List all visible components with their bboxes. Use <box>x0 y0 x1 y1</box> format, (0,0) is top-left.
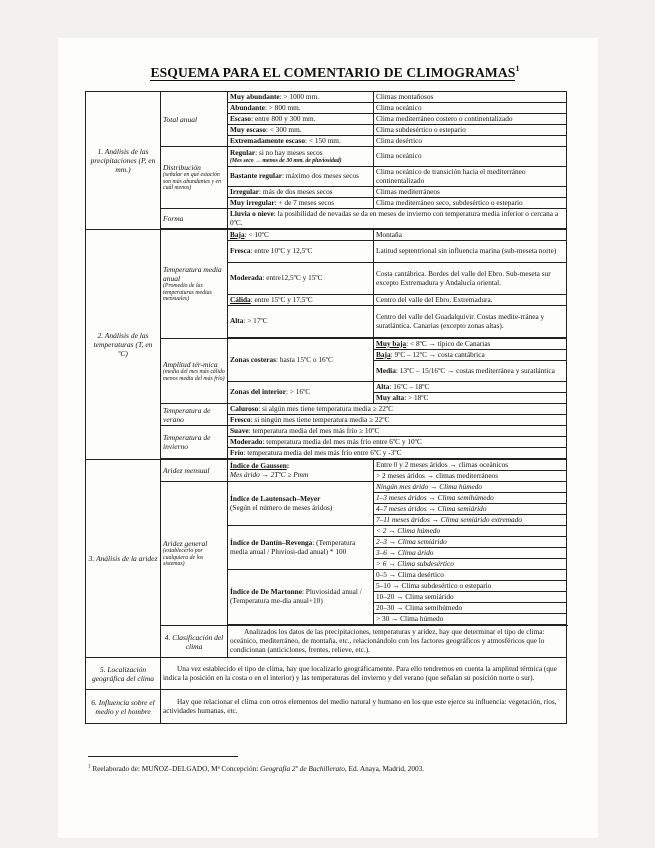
total-row: Escaso: entre 800 y 300 mm. <box>228 114 374 125</box>
inland-zones: Zonas del interior: > 16ºC <box>228 382 374 404</box>
verano-row: Fresco: si ningún mes tiene temperatura media ≥ 22ºC <box>228 415 567 426</box>
invierno-row: Suave: temperatura media del mes más frío ≥ 10ºC <box>228 426 567 437</box>
total-row-climate: Clima subdesértico o estepario <box>374 125 567 136</box>
total-row-climate: Clima mediterráneo costero o continentalizado <box>374 114 567 125</box>
dist-row: Regular: si no hay meses secos (Mes seco → menos de 30 mm. de pluviosidad) <box>228 147 374 167</box>
dist-row: Irregular: más de dos meses secos <box>228 187 374 198</box>
temp-row-region: Latitud septentrional sin influencia marina (sub-meseta norte) <box>374 241 567 263</box>
dist-row-climate: Clima mediterráneo seco, subdesértico o estepario <box>374 198 567 209</box>
gaussen-index: Índice de Gaussen: Mes árido → 2TºC ≥ Pmm <box>228 460 374 482</box>
section-aridity: 3. Análisis de la aridez <box>86 460 161 658</box>
aridez-general-label: Aridez general (establecerlo por cualquiera de los sistemas) <box>161 482 228 626</box>
total-row: Muy abundante: > 1000 mm. <box>228 92 374 103</box>
invierno-row: Frío: temperatura media del mes más frío entre 6ºC y -3ºC <box>228 448 567 459</box>
temp-row-region: Costa cantábrica. Bordes del valle del Ebro. Sub-meseta sur excepto Extremadura y Andalucía oriental. <box>374 263 567 295</box>
ampl-row: Alta: 16ºC – 18ºC <box>374 382 567 393</box>
temp-row-region: Montaña <box>374 230 567 241</box>
total-anual-label: Total anual <box>161 92 228 147</box>
dist-row: Muy irregular: + de 7 meses secos <box>228 198 374 209</box>
lm-row: 7–11 meses áridos → Clima semiárido extremado <box>374 515 567 526</box>
dr-row: > 6 → Clima subdesértico <box>374 559 567 570</box>
temp-row: Alta: > 17ºC <box>228 306 374 338</box>
gaussen-row: Entre 0 y 2 meses áridos → climas oceánicos <box>374 460 567 471</box>
temp-row: Moderada: entre12,5ºC y 15ºC <box>228 263 374 295</box>
ampl-row: Media: 13ºC – 15/16ºC → costas mediterránea y suratlántica <box>374 361 567 382</box>
dist-row-climate: Clima oceánico de transición hacia el mediterráneo continentalizado <box>374 167 567 187</box>
temp-row-region: Centro del valle del Ebro. Extremadura. <box>374 295 567 306</box>
influence-text: Hay que relacionar el clima con otros elementos del medio natural y humano en los que este ejerce su influencia: vegetación, ríos, actividades humanas, etc. <box>161 690 567 724</box>
section-classification: 4. Clasificación del clima <box>161 626 228 658</box>
section-influence: 6. Influencia sobre el medio y el hombre <box>86 690 161 724</box>
dr-row: < 2 → Clima húmedo <box>374 526 567 537</box>
section-localization: 5. Localización geográfica del clima <box>86 658 161 690</box>
ampl-row: Muy baja: < 8ºC → típico de Canarias <box>374 339 567 350</box>
dr-row: 3–6 → Clima árido <box>374 548 567 559</box>
footnote-divider <box>88 756 238 757</box>
lm-row: 1–3 meses áridos → Clima semihúmedo <box>374 493 567 504</box>
lm-row: 4–7 meses áridos → Clima semiárido <box>374 504 567 515</box>
temp-row: Fresca: entre 10ºC y 12,5ºC <box>228 241 374 263</box>
invierno-row: Moderado: temperatura media del mes más frío entre 6ºC y 10ºC <box>228 437 567 448</box>
total-row-climate: Climas montañosos <box>374 92 567 103</box>
verano-label: Temperatura de verano <box>161 404 228 426</box>
dm-row: 20–30 → Clima semihúmedo <box>374 603 567 614</box>
dm-row: 0–5 → Clima desértico <box>374 570 567 581</box>
total-row: Abundante: > 800 mm. <box>228 103 374 114</box>
total-row-climate: Clima oceánico <box>374 103 567 114</box>
climogram-scheme-table <box>85 91 567 724</box>
ampl-row: Muy alta: > 18ºC <box>374 393 567 404</box>
dist-row: Bastante regular: máximo dos meses secos <box>228 167 374 187</box>
temp-row-region: Centro del valle del Guadalquivir. Costas medite-rránea y suratlántica. Canarias (excepto zonas altas). <box>374 306 567 338</box>
classification-text: Analizados los datos de las precipitaciones, temperaturas y aridez, hay que determinar el tipo de clima: oceánico, mediterráneo, de montaña, etc., relacionándolo con los factores geográficos y atmosféricos que lo condicionan (anticiclones, frentes, relieve, etc.). <box>228 626 567 658</box>
localization-text: Una vez establecido el tipo de clima, hay que localizarlo geográficamente. Para ello tendremos en cuenta la amplitud térmica (que indica la posición en la costa o en el interior) y las temperaturas del invierno y del verano (que señalan su posición norte o sur). <box>161 658 567 690</box>
forma-label: Forma <box>161 209 228 229</box>
total-row-climate: Clima desértico <box>374 136 567 147</box>
dist-row-climate: Clima oceánico <box>374 147 567 167</box>
footnote: $^1$ Reelaborado de: MUÑOZ–DELGADO, Mª Concepción: Geografía 2º de Bachillerato, Ed. Anaya, Madrid, 2003. <box>88 764 425 773</box>
total-row: Muy escaso: < 300 mm. <box>228 125 374 136</box>
temp-row: Cálida: entre 15ºC y 17,5ºC <box>228 295 374 306</box>
temp-row: Baja: < 10ºC <box>228 230 374 241</box>
temp-media-label: Temperatura media anual (Promedio de las temperaturas medias mensuales) <box>161 230 228 339</box>
dr-row: 2–3 → Clima semiárido <box>374 537 567 548</box>
dist-row-climate: Climas mediterráneos <box>374 187 567 198</box>
dm-row: 5–10 → Clima subdesértico o estepario <box>374 581 567 592</box>
distribucion-label: Distribución (señalar en qué estación son más abundantes y en cuál menos) <box>161 147 228 209</box>
gaussen-row: > 2 meses áridos → climas mediterráneos <box>374 471 567 482</box>
lautensach-meyer-index: Índice de Lautensach–Meyer (Según el número de meses áridos) <box>228 482 374 526</box>
total-row: Extremadamente escaso: < 150 mm. <box>228 136 374 147</box>
dantin-revenga-index: Índice de Dantín–Revenga: (Temperatura media anual / Pluviosi-dad anual) * 100 <box>228 526 374 570</box>
dm-row: > 30 → Clima húmedo <box>374 614 567 625</box>
verano-row: Caluroso: si algún mes tiene temperatura media ≥ 22ºC <box>228 404 567 415</box>
de-martonne-index: Índice de De Martonne: Pluviosidad anual / (Temperatura me-dia anual+10) <box>228 570 374 625</box>
forma-text: Lluvia o nieve: la posibilidad de nevadas se da en meses de invierno con temperatura media inferior o cercana a 0ºC. <box>228 209 567 229</box>
dm-row: 10–20 → Clima semiárido <box>374 592 567 603</box>
aridez-mensual-label: Aridez mensual <box>161 460 228 482</box>
page-title: ESQUEMA PARA EL COMENTARIO DE CLIMOGRAMAS$^1$ <box>150 64 520 80</box>
coastal-zones: Zonas costeras: hasta 15ºC o 16ºC <box>228 339 374 382</box>
section-temperatures: 2. Análisis de las temperaturas (T, en ºC) <box>86 230 161 460</box>
lm-row: Ningún mes árido → Clima húmedo <box>374 482 567 493</box>
invierno-label: Temperatura de invierno <box>161 426 228 459</box>
section-precipitation: 1. Análisis de las precipitaciones (P, en mm.) <box>86 92 161 230</box>
ampl-row: Baja: 9ºC – 12ºC → costa cantábrica <box>374 350 567 361</box>
amplitud-label: Amplitud tér-mica (media del mes más cálido menos media del más frío) <box>161 339 228 404</box>
